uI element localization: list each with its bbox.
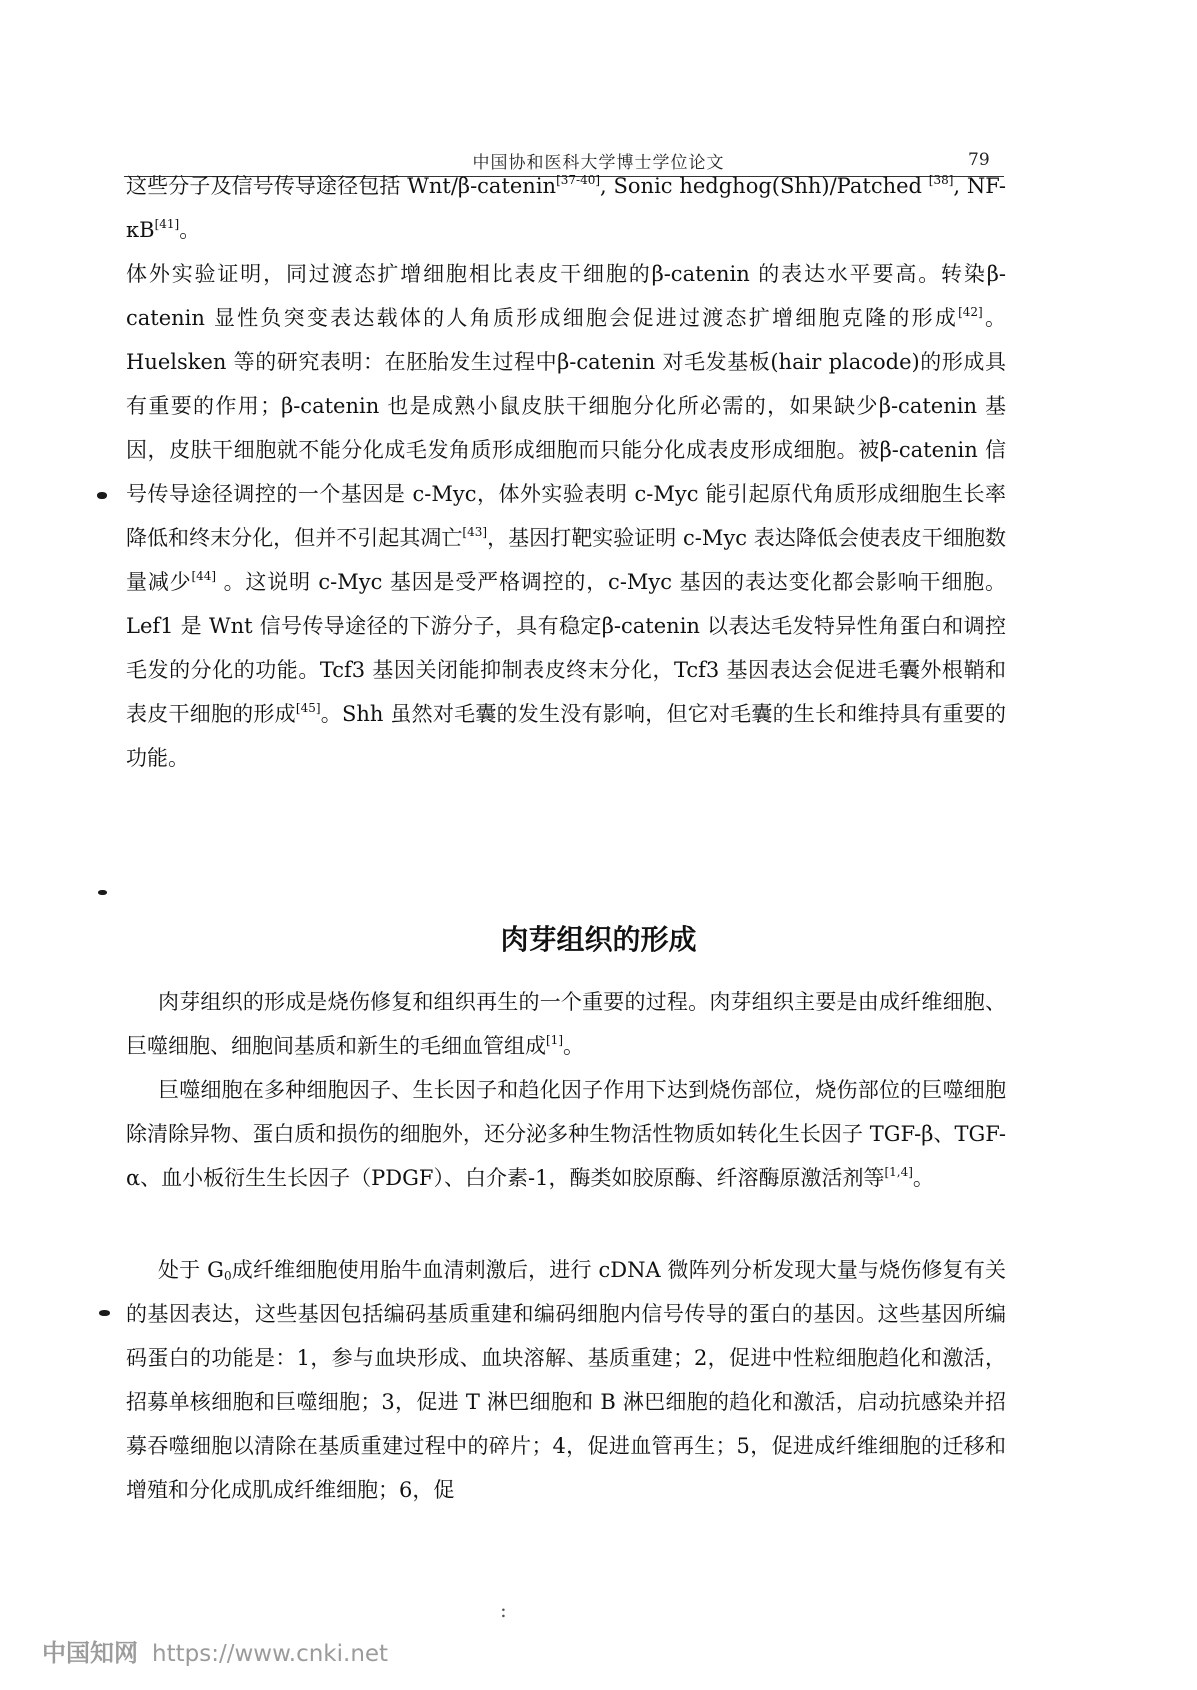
text-segment: 。这说明 c-Myc 基因是受严格调控的，c-Myc 基因的表达变化都会影响干细胞。Lef1 是 Wnt 信号传导途径的下游分子，具有稳定β-catenin 以表达毛发特异性角蛋白和调控毛发的分化的功能。Tcf3 基因关闭能抑制表皮终末分化，Tcf3 基因表达会促进毛囊外根鞘和表皮干细胞的形成: [126, 570, 1007, 726]
paragraph-granulation-tissue: [126, 980, 1006, 1068]
citation-ref: [1]: [546, 1033, 563, 1047]
text-segment: 。Shh 虽然对毛囊的发生没有影响，但它对毛囊的生长和维持具有重要的功能。: [126, 702, 1007, 770]
scan-speck: [99, 1310, 110, 1316]
text-segment: 。Huelsken 等的研究表明：在胚胎发生过程中β-catenin 对毛发基板(hair placode)的形成具有重要的作用；β-catenin 也是成熟小鼠皮肤干细胞分化所必需的，如果缺少β-catenin 基因，皮肤干细胞就不能分化成毛发角质形成细胞而只能分化成表皮形成细胞。被β-catenin 信号传导途径调控的一个基因是 c-Myc，体外实验表明 c-Myc 能引起原代角质形成细胞生长率降低和终末分化，但并不引起其凋亡: [126, 306, 1007, 550]
citation-ref: [45]: [295, 701, 321, 715]
scan-speck: [97, 492, 107, 499]
citation-ref: [43]: [462, 525, 488, 539]
citation-ref: [37-40]: [556, 173, 601, 187]
subscript: 0: [223, 1269, 232, 1283]
citation-ref: [41]: [154, 217, 180, 231]
text-segment: 体外实验证明，同过渡态扩增细胞相比表皮干细胞的β-catenin 的表达水平要高。转染β-catenin 显性负突变表达载体的人角质形成细胞会促进过渡态扩增细胞克隆的形成: [126, 262, 1006, 330]
paragraph-beta-catenin: [126, 252, 1006, 780]
text-segment: 处于 G: [158, 1258, 224, 1282]
paragraph-signaling-pathways: [126, 164, 1006, 252]
section-heading: 肉芽组织的形成: [500, 923, 697, 956]
running-header-title: 中国协和医科大学博士学位论文: [472, 153, 725, 173]
text-segment: 。: [179, 218, 201, 242]
text-segment: 肉芽组织的形成是烧伤修复和组织再生的一个重要的过程。肉芽组织主要是由成纤维细胞、巨噬细胞、细胞间基质和新生的毛细血管组成: [126, 990, 1006, 1058]
text-segment: 。: [563, 1034, 584, 1058]
text-segment: 成纤维细胞使用胎牛血清刺激后，进行 cDNA 微阵列分析发现大量与烧伤修复有关的基因表达，这些基因包括编码基质重建和编码细胞内信号传导的蛋白的基因。这些基因所编码蛋白的功能是：1，参与血块形成、血块溶解、基质重建；2，促进中性粒细胞趋化和激活，招募单核细胞和巨噬细胞；3，促进 T 淋巴细胞和 B 淋巴细胞的趋化和激活，启动抗感染并招募吞噬细胞以清除在基质重建过程中的碎片；4，促进血管再生；5，促进成纤维细胞的迁移和增殖和分化成肌成纤维细胞；6，促: [126, 1258, 1006, 1502]
citation-ref: [42]: [958, 305, 983, 319]
citation-ref: [38]: [928, 173, 954, 187]
watermark-brand: 中国知网: [42, 1639, 138, 1667]
page-number: 79: [968, 150, 990, 170]
text-segment: , NF-κB: [126, 174, 1006, 242]
paragraph-fibroblast-genes: [126, 1248, 1006, 1512]
text-segment: 这些分子及信号传导途径包括 Wnt/β-catenin: [126, 174, 557, 198]
text-segment: ，基因打靶实验证明 c-Myc 表达降低会使表皮干细胞数量减少: [126, 526, 1006, 594]
text-segment: 巨噬细胞在多种细胞因子、生长因子和趋化因子作用下达到烧伤部位，烧伤部位的巨噬细胞除清除异物、蛋白质和损伤的细胞外，还分泌多种生物活性物质如转化生长因子 TGF-β、TGF-α、血小板衍生生长因子（PDGF）、白介素-1，酶类如胶原酶、纤溶酶原激活剂等: [126, 1078, 1006, 1190]
watermark-url: https://www.cnki.net: [152, 1641, 389, 1667]
footer-mark: :: [500, 1598, 507, 1622]
scan-speck: [98, 890, 107, 895]
text-segment: 。: [912, 1166, 934, 1190]
text-segment: , Sonic hedghog(Shh)/Patched: [600, 174, 929, 198]
citation-ref: [1,4]: [884, 1165, 913, 1179]
citation-ref: [44]: [191, 569, 217, 583]
cnki-watermark: [42, 1633, 388, 1668]
paragraph-macrophages: [126, 1068, 1006, 1200]
